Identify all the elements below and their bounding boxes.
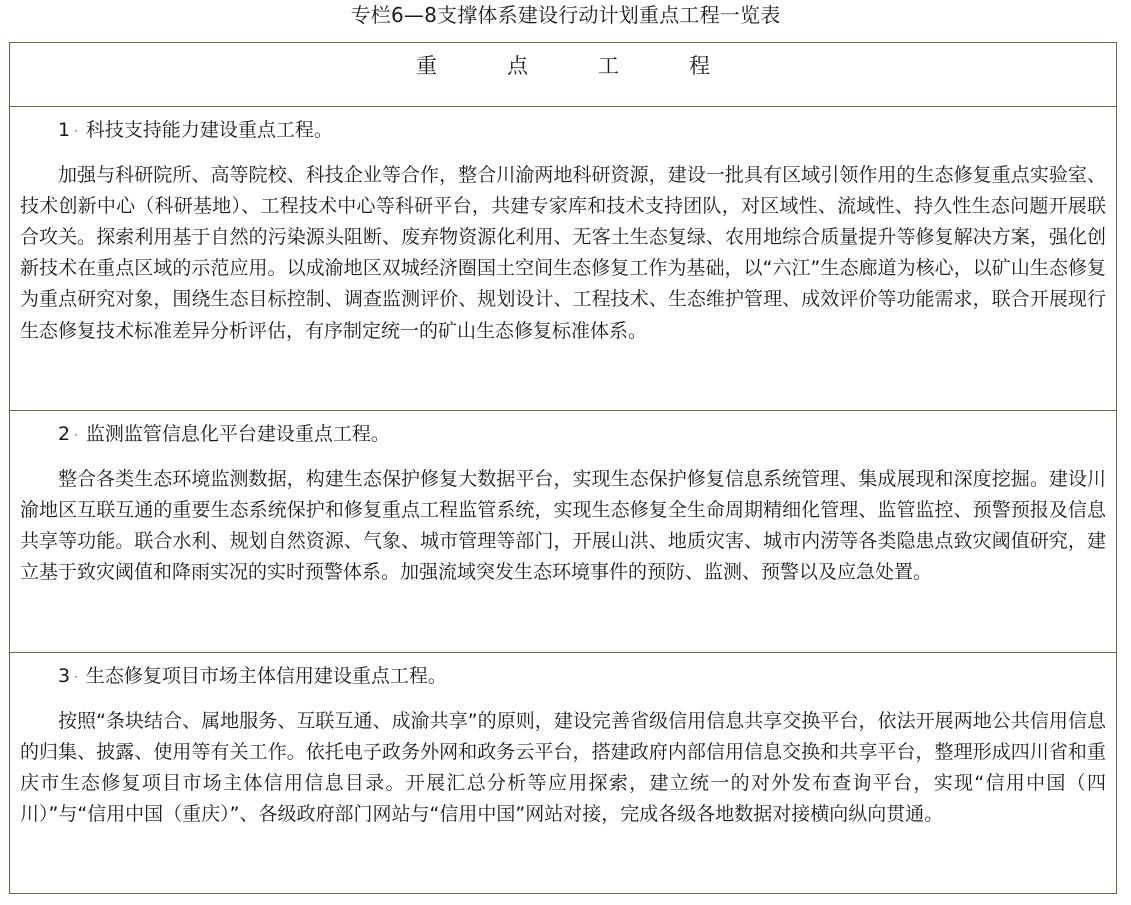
key-projects-table	[9, 42, 1117, 894]
project-number: 1	[58, 119, 71, 141]
project-section-1	[10, 107, 1116, 411]
project-title	[20, 661, 1106, 692]
project-title-text: 科技支持能力建设重点工程。	[85, 119, 333, 141]
project-description: 整合各类生态环境监测数据，构建生态保护修复大数据平台，实现生态保护修复信息系统管理、集成展现和深度挖掘。建设川渝地区互联互通的重要生态系统保护和修复重点工程监管系统，实现生态修复全生命周期精细化管理、监管监控、预警预报及信息共享等功能。联合水利、规划自然资源、气象、城市管理等部门，开展山洪、地质灾害、城市内涝等各类隐患点致灾阈值研究，建立基于致灾阈值和降雨实况的实时预警体系。加强流域突发生态环境事件的预防、监测、预警以及应急处置。	[20, 467, 1106, 584]
project-separator: ·	[74, 669, 78, 684]
project-number: 2	[58, 423, 71, 445]
table-header	[10, 52, 1116, 80]
header-char: 重	[416, 54, 437, 78]
header-char: 程	[689, 54, 710, 78]
project-section-2	[10, 411, 1116, 653]
project-title-text: 监测监管信息化平台建设重点工程。	[85, 423, 390, 445]
project-section-3	[10, 653, 1116, 895]
project-title	[20, 419, 1106, 450]
project-separator: ·	[74, 123, 78, 138]
project-description: 加强与科研院所、高等院校、科技企业等合作，整合川渝两地科研资源，建设一批具有区域引领作用的生态修复重点实验室、技术创新中心（科研基地）、工程技术中心等科研平台，共建专家库和技术支持团队，对区域性、流域性、持久性生态问题开展联合攻关。探索利用基于自然的污染源头阻断、废弃物资源化利用、无客土生态复绿、农用地综合质量提升等修复解决方案，强化创新技术在重点区域的示范应用。以成渝地区双城经济圈国土空间生态修复工作为基础，以“六江”生态廊道为核心，以矿山生态修复为重点研究对象，围绕生态目标控制、调查监测评价、规划设计、工程技术、生态维护管理、成效评价等功能需求，联合开展现行生态修复技术标准差异分析评估，有序制定统一的矿山生态修复标准体系。	[20, 163, 1106, 342]
project-description: 按照“条块结合、属地服务、互联互通、成渝共享”的原则，建设完善省级信用信息共享交换平台，依法开展两地公共信用信息的归集、披露、使用等有关工作。依托电子政务外网和政务云平台，搭建政府内部信用信息交换和共享平台，整理形成四川省和重庆市生态修复项目市场主体信用信息目录。开展汇总分析等应用探索，建立统一的对外发布查询平台，实现“信用中国（四川）”与“信用中国（重庆）”、各级政府部门网站与“信用中国”网站对接，完成各级各地数据对接横向纵向贯通。	[20, 709, 1106, 826]
project-separator: ·	[74, 427, 78, 442]
project-number: 3	[58, 665, 71, 687]
project-title-text: 生态修复项目市场主体信用建设重点工程。	[85, 665, 447, 687]
project-title	[20, 115, 1106, 146]
table-header-row	[10, 43, 1116, 107]
header-char: 点	[507, 54, 528, 78]
table-caption: 专栏6—8支撑体系建设行动计划重点工程一览表	[350, 3, 781, 27]
header-char: 工	[598, 54, 619, 78]
